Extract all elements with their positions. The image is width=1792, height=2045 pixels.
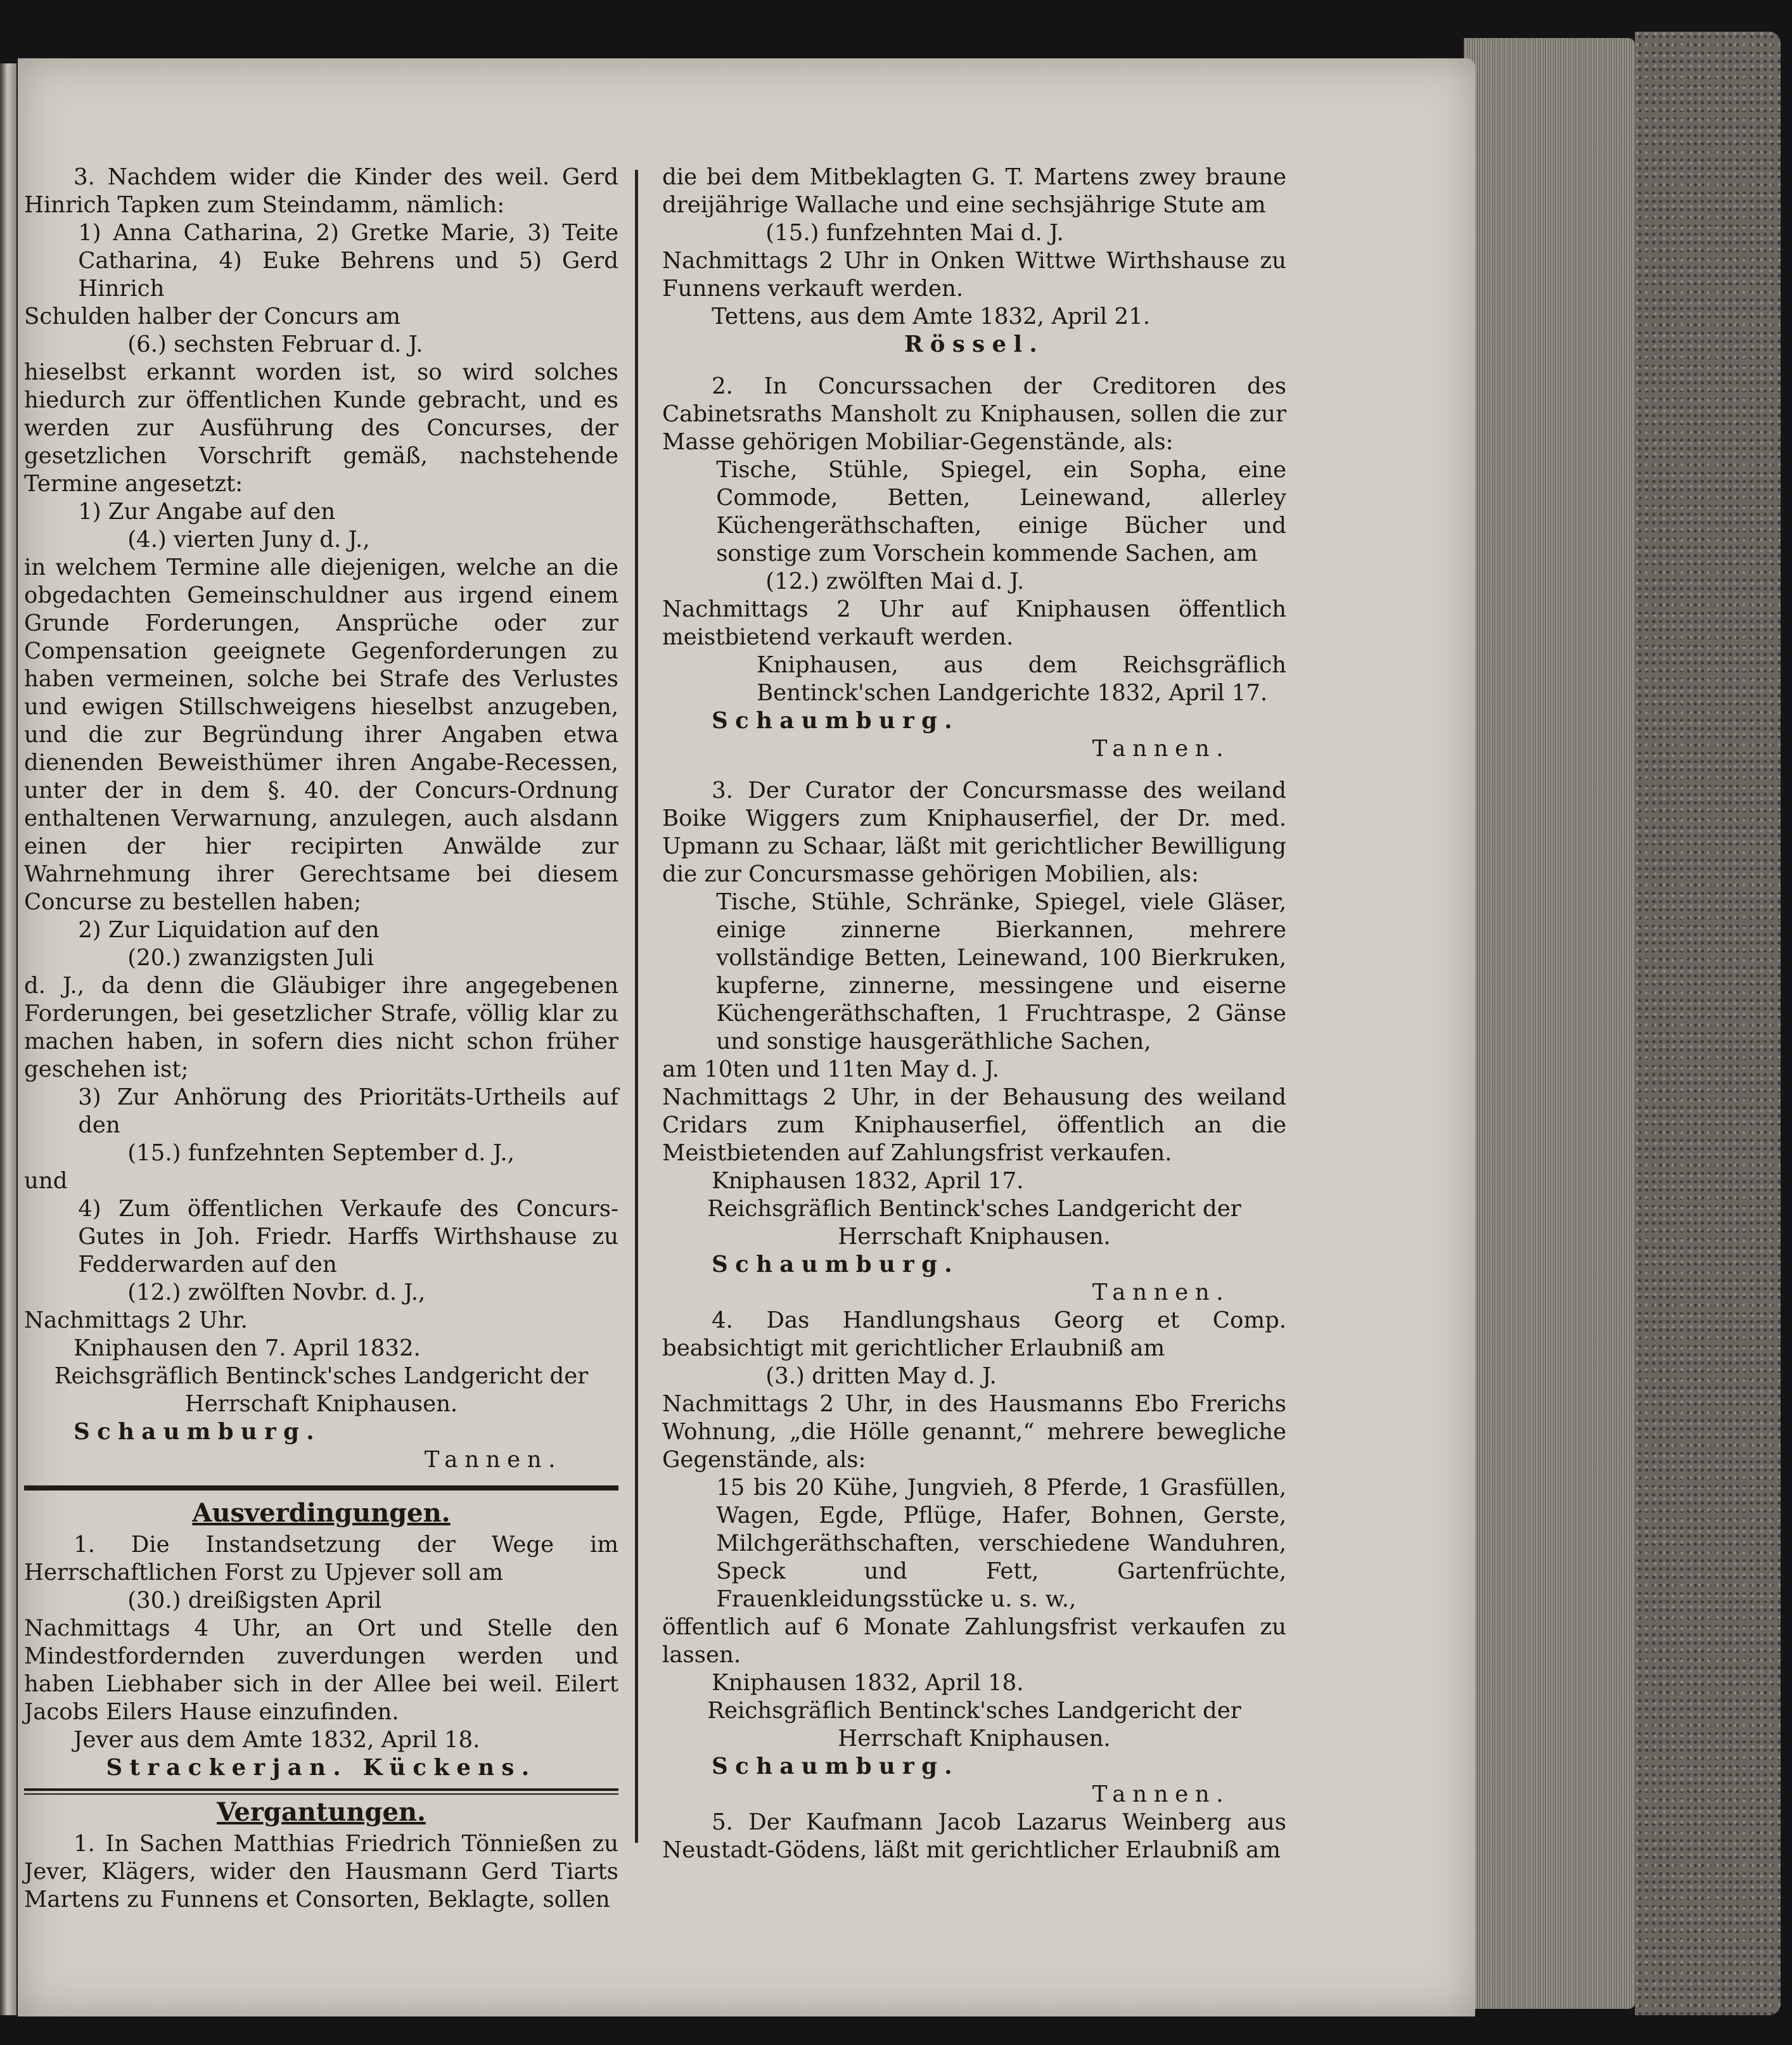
date-line: (4.) vierten Juny d. J., [127,527,370,553]
date-line: (12.) zwölften Novbr. d. J., [127,1279,426,1305]
date-line: (12.) zwölften Mai d. J. [765,568,1025,594]
paragraph: hieselbst erkannt worden ist, so wird solches hiedurch zur öffentlichen Kunde gebracht, und es werden zur Ausführung des Concurses, der gesetzlichen Vorschrift gemäß, nachstehende Termine angesetzt: [24,359,618,497]
paragraph: Nachmittags 2 Uhr. [24,1307,248,1333]
paragraph: 1) Anna Catharina, 2) Gretke Marie, 3) Teite Catharina, 4) Euke Behrens und 5) Gerd Hinrich [78,220,618,302]
section-heading: Vergantungen. [217,1797,426,1827]
previous-page-edge [0,63,16,2015]
column-divider [635,170,638,1843]
paragraph: Tische, Stühle, Spiegel, ein Sopha, eine Commode, Betten, Leinewand, allerley Küchengeräthschaften, einige Bücher und sonstige zum Vorschein kommende Sachen, am [716,457,1286,567]
signature: Tannen. [1092,1279,1231,1305]
paragraph: Reichsgräflich Bentinck'sches Landgericht der Herrschaft Kniphausen. [54,1363,589,1417]
date-line: (15.) funfzehnten Mai d. J. [765,220,1064,246]
signature: Schaumburg. [712,708,960,734]
paragraph: Tische, Stühle, Schränke, Spiegel, viele Gläser, einige zinnerne Bierkannen, mehrere vollständige Betten, Leinewand, 100 Bierkruken, kupferne, zinnerne, messingene und eiserne Küchengeräthschaften, 1 Fruchtraspe, 2 Gänse und sonstige hausgeräthliche Sachen, [716,889,1286,1055]
date-line: (20.) zwanzigsten Juli [127,945,374,971]
paragraph: 5. Der Kaufmann Jacob Lazarus Weinberg aus Neustadt-Gödens, läßt mit gerichtlicher Erlaubniß am [662,1809,1286,1863]
paragraph: in welchem Termine alle diejenigen, welche an die obgedachten Gemeinschuldner aus irgend einem Grunde Forderungen, Ansprüche oder zur Compensation geeignete Gegenforderungen zu haben vermeinen, solche bei Strafe des Verlustes und ewigen Stillschweigens hieselbst anzugeben, und die zur Begründung ihrer Angaben etwa dienenden Beweisthümer ihren Angabe-Recessen, unter der in dem §. 40. der Concurs-Ordnung enthaltenen Verwarnung, anzulegen, auch alsdann einen der hier recipirten Anwälde zur Wahrnehmung ihrer Gerechtsame bei diesem Concurse zu bestellen haben; [24,555,618,915]
paragraph: 2. In Concurssachen der Creditoren des Cabinetsraths Mansholt zu Kniphausen, sollen die zur Masse gehörigen Mobiliar-Gegenstände, als: [662,373,1286,455]
paragraph: Kniphausen 1832, April 17. [712,1168,1024,1194]
paragraph: am 10ten und 11ten May d. J. [662,1056,999,1082]
paragraph: Kniphausen, aus dem Reichsgräflich Bentinck'schen Landgerichte 1832, April 17. [757,652,1286,706]
paragraph: und [24,1168,68,1194]
signature: Tannen. [1092,1781,1231,1807]
signature: Schaumburg. [712,1252,960,1278]
paragraph: 15 bis 20 Kühe, Jungvieh, 8 Pferde, 1 Grasfüllen, Wagen, Egde, Pflüge, Hafer, Bohnen, Gerste, Milchgeräthschaften, verschiedene Wanduhren, Speck und Fett, Gartenfrüchte, Frauenkleidungsstücke u. s. w., [716,1475,1286,1612]
paragraph: d. J., da denn die Gläubiger ihre angegebenen Forderungen, bei gesetzlicher Strafe, völlig klar zu machen haben, in sofern dies nicht schon früher geschehen ist; [24,973,618,1082]
paragraph: 1. In Sachen Matthias Friedrich Tönnießen zu Jever, Klägers, wider den Hausmann Gerd Tiarts Martens zu Funnens et Consorten, Beklagte, sollen [24,1831,618,1913]
date-line: (6.) sechsten Februar d. J. [127,331,423,357]
paragraph: 3. Der Curator der Concursmasse des weiland Boike Wiggers zum Kniphauserfiel, der Dr. med. Upmann zu Schaar, läßt mit gerichtlicher Bewilligung die zur Concursmasse gehörigen Mobilien, als: [662,778,1286,887]
paragraph: Schulden halber der Concurs am [24,304,400,330]
signature: Rössel. [904,331,1045,357]
paragraph: 4) Zum öffentlichen Verkaufe des Concurs-Gutes in Joh. Friedr. Harffs Wirthshause zu Fedderwarden auf den [78,1196,618,1278]
paragraph: Kniphausen den 7. April 1832. [74,1335,421,1361]
paragraph: Nachmittags 2 Uhr auf Kniphausen öffentlich meistbietend verkauft werden. [662,596,1286,650]
signature: Tannen. [1092,736,1231,762]
book-cover [1635,32,1781,2015]
signature: Tannen. [424,1447,563,1473]
paragraph: 1) Zur Angabe auf den [78,499,336,525]
signature: Schaumburg. [712,1753,960,1779]
paragraph: Tettens, aus dem Amte 1832, April 21. [712,304,1150,330]
paragraph: Nachmittags 2 Uhr in Onken Wittwe Wirthshause zu Funnens verkauft werden. [662,248,1286,302]
paragraph: 1. Die Instandsetzung der Wege im Herrschaftlichen Forst zu Upjever soll am [24,1532,618,1586]
signature: Strackerjan. Kückens. [106,1755,537,1781]
paragraph: Nachmittags 2 Uhr, in der Behausung des weiland Cridars zum Kniphauserfiel, öffentlich an die Meistbietenden auf Zahlungsfrist verkaufen. [662,1084,1286,1166]
spacer [662,763,1286,777]
paragraph: 2) Zur Liquidation auf den [78,917,380,943]
paragraph: Nachmittags 4 Uhr, an Ort und Stelle den Mindestfordernden zuverdungen werden und haben Liebhaber sich in der Allee bei weil. Eilert Jacobs Eilers Hause einzufinden. [24,1615,618,1725]
date-line: (15.) funfzehnten September d. J., [127,1140,515,1166]
left-column [24,163,618,1914]
section-rule [24,1788,618,1795]
date-line: (3.) dritten May d. J. [765,1363,997,1389]
page-stack-edges [1464,38,1635,2009]
paragraph: öffentlich auf 6 Monate Zahlungsfrist verkaufen zu lassen. [662,1614,1286,1668]
section-heading: Ausverdingungen. [192,1498,451,1528]
right-column [662,163,1286,1864]
paragraph: Reichsgräflich Bentinck'sches Landgericht der Herrschaft Kniphausen. [707,1698,1241,1752]
paragraph: 4. Das Handlungshaus Georg et Comp. beabsichtigt mit gerichtlicher Erlaubniß am [662,1307,1286,1361]
paragraph: die bei dem Mitbeklagten G. T. Martens zwey braune dreijährige Wallache und eine sechsjährige Stute am [662,164,1286,218]
paragraph: Reichsgräflich Bentinck'sches Landgericht der Herrschaft Kniphausen. [707,1196,1241,1250]
date-line: (30.) dreißigsten April [127,1587,382,1613]
paragraph: Jever aus dem Amte 1832, April 18. [74,1727,480,1753]
paragraph: Nachmittags 2 Uhr, in des Hausmanns Ebo Frerichs Wohnung, „die Hölle genannt,“ mehrere bewegliche Gegenstände, als: [662,1391,1286,1473]
paragraph: 3. Nachdem wider die Kinder des weil. Gerd Hinrich Tapken zum Steindamm, nämlich: [24,164,618,218]
paragraph: Kniphausen 1832, April 18. [712,1670,1024,1696]
signature: Schaumburg. [74,1419,322,1445]
spacer [662,359,1286,373]
paragraph: 3) Zur Anhörung des Prioritäts-Urtheils auf den [78,1084,618,1138]
section-rule [24,1485,618,1490]
